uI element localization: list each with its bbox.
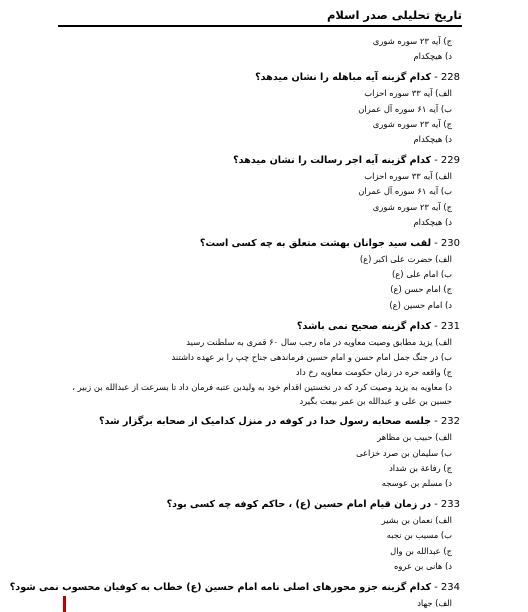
option-leading-2: د) هیچکدام xyxy=(413,51,452,62)
option-c: ج) امام حسن (ع) xyxy=(390,284,452,295)
question-number: 233 - xyxy=(434,499,460,511)
option-leading-1: ج) آیه ۲۳ سوره شوری xyxy=(372,36,452,46)
question-number: 234 - xyxy=(434,582,460,594)
question-number: 231 - xyxy=(434,320,460,332)
question-228 xyxy=(58,70,462,147)
question-number: 228 - xyxy=(434,72,460,84)
option-c: ج) آیه ۲۳ سوره شوری xyxy=(372,118,452,129)
question-number: 232 - xyxy=(434,416,460,428)
option-b: ب) در جنگ جمل امام حسن و امام حسین فرماندهی جناح چپ را بر عهده داشتند xyxy=(171,352,452,363)
question-text: لقب سید جوانان بهشت متعلق به چه کسی است؟ xyxy=(199,238,432,250)
option-d: د) امام حسین (ع) xyxy=(389,299,452,310)
option-a: الف) آیه ۳۳ سوره احزاب xyxy=(364,171,452,182)
option-b: ب) آیه ۶۱ سوره آل عمران xyxy=(358,103,452,114)
option-d: د) مسلم بن عوسجه xyxy=(381,478,452,489)
option-d: د) هیچکدام xyxy=(413,216,452,227)
option-c: ج) عبدالله بن وال xyxy=(390,545,452,556)
question-text: کدام گزینه جزو محورهای اصلی نامه امام حسین (ع) خطاب به کوفیان محسوب نمی شود؟ xyxy=(9,582,432,594)
question-234 xyxy=(9,580,462,611)
option-c: ج) واقعه حره در زمان حکومت معاویه رخ داد xyxy=(295,367,452,378)
option-a: الف) حبیب بن مظاهر xyxy=(377,432,452,443)
question-233 xyxy=(58,497,462,574)
question-number: 230 - xyxy=(434,238,460,250)
option-d: د) معاویه به یزید وصیت کرد که در نخستین اقدام خود به ولیدبن عتبه فرمان داد تا بسرعت از عبدالله بن زبیر ، حسین بن علی و عبدالله بن عمر بیعت بگیرد xyxy=(72,382,452,407)
option-b: ب) امام علی (ع) xyxy=(392,269,452,280)
page-title: تاریخ تحلیلی صدر اسلام xyxy=(327,8,462,22)
option-a: الف) یزید مطابق وصیت معاویه در ماه رجب سال ۶۰ قمری به سلطنت رسید xyxy=(186,336,452,347)
option-d: د) هیچکدام xyxy=(413,134,452,145)
question-text: کدام گزینه آیه اجر رسالت را نشان میدهد؟ xyxy=(233,155,432,167)
option-b: ب) آیه ۶۱ سوره آل عمران xyxy=(358,186,452,197)
question-number: 229 - xyxy=(434,155,460,167)
question-231 xyxy=(58,319,462,409)
option-a: الف) آیه ۳۳ سوره احزاب xyxy=(364,88,452,99)
option-c: ج) رفاعة بن شداد xyxy=(389,462,452,473)
question-text: جلسه صحابه رسول خدا در کوفه در منزل کدامیک از صحابه برگزار شد؟ xyxy=(99,416,432,428)
question-text: کدام گزینه صحیح نمی باشد؟ xyxy=(296,320,432,332)
option-a: الف) حضرت علی اکبر (ع) xyxy=(359,254,452,265)
page-edge-marker xyxy=(63,596,66,612)
option-a: الف) جهاد xyxy=(417,598,452,609)
option-d: د) هانی بن عروه xyxy=(393,560,452,571)
option-c: ج) آیه ۲۳ سوره شوری xyxy=(372,201,452,212)
question-text: در زمان قیام امام حسین (ع) ، حاکم کوفه چه کسی بود؟ xyxy=(166,499,432,511)
option-b: ب) مسیب بن نجبه xyxy=(386,530,452,541)
question-232 xyxy=(58,414,462,491)
option-a: الف) نعمان بن بشیر xyxy=(381,515,452,526)
question-list xyxy=(9,34,462,611)
question-text: کدام گزینه آیه مباهله را نشان میدهد؟ xyxy=(255,72,432,84)
question-230 xyxy=(58,236,462,313)
page-header xyxy=(58,8,462,27)
option-b: ب) سلیمان بن صرد خزاعی xyxy=(356,447,452,458)
question-229 xyxy=(58,153,462,230)
